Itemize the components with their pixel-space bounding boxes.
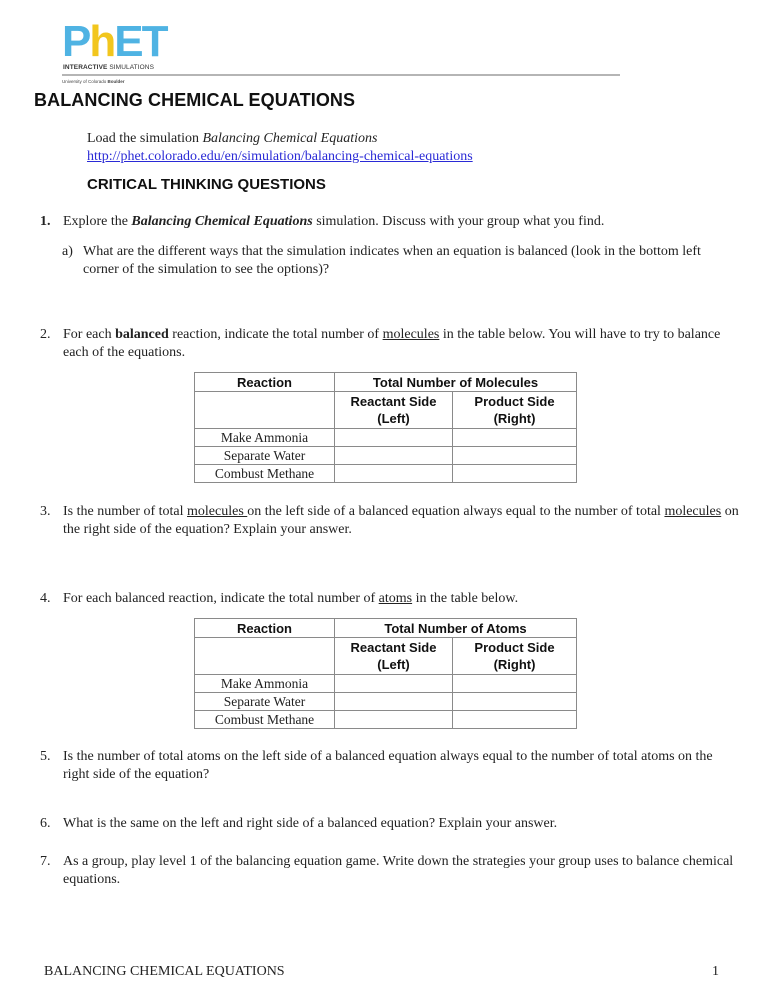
subquestion-label: a)	[62, 244, 73, 259]
header-reactant-side	[335, 638, 453, 675]
reaction-name: Combust Methane	[195, 465, 335, 483]
text-part: in the table below. You will have to try to balance each of the equations.	[63, 327, 721, 360]
header-reaction: Reaction	[195, 373, 335, 392]
question-text	[40, 326, 740, 362]
reactant-cell[interactable]	[335, 693, 453, 711]
simulation-link[interactable]: http://phet.colorado.edu/en/simulation/balancing-chemical-equations	[87, 149, 473, 164]
text-part: simulation. Discuss with your group what you find.	[312, 214, 605, 229]
header-reactant-side	[335, 392, 453, 429]
header-line: (Right)	[493, 657, 536, 672]
question-number: 6.	[40, 816, 51, 831]
emphasis-balanced: balanced	[115, 327, 169, 342]
text-part: in the table below.	[412, 591, 519, 606]
logo-letters-et: ET	[114, 17, 167, 66]
sim-name-emphasis: Balancing Chemical Equations	[131, 214, 313, 229]
phet-logo-letters	[62, 17, 167, 66]
header-total-molecules: Total Number of Molecules	[335, 373, 577, 392]
reactant-cell[interactable]	[335, 711, 453, 729]
header-product-side	[453, 392, 577, 429]
reactant-cell[interactable]	[335, 447, 453, 465]
header-rule	[62, 74, 620, 76]
text-part: Is the number of total	[63, 504, 188, 519]
table-row	[195, 429, 577, 447]
header-blank	[195, 638, 335, 675]
logo-subtitle	[63, 64, 154, 71]
question-4	[40, 590, 740, 608]
intro	[87, 130, 473, 166]
header-reaction: Reaction	[195, 619, 335, 638]
reaction-name: Combust Methane	[195, 711, 335, 729]
header-line: Reactant Side	[350, 640, 437, 655]
question-text	[40, 590, 740, 608]
question-1	[40, 213, 740, 231]
text-part: For each balanced reaction, indicate the total number of	[63, 591, 379, 606]
reactant-cell[interactable]	[335, 429, 453, 447]
logo-university	[62, 79, 125, 84]
reactant-cell[interactable]	[335, 675, 453, 693]
atoms-table	[194, 618, 577, 729]
emphasis-molecules: molecules	[382, 327, 440, 342]
logo-subtitle-bold: INTERACTIVE	[63, 64, 108, 71]
emphasis-molecules: molecules	[187, 504, 248, 519]
reaction-name: Make Ammonia	[195, 429, 335, 447]
table-row	[195, 447, 577, 465]
university-text: University of Colorado	[62, 79, 108, 84]
reactant-cell[interactable]	[335, 465, 453, 483]
phet-logo	[62, 17, 172, 76]
header-product-side	[453, 638, 577, 675]
question-5	[40, 748, 740, 784]
emphasis-atoms: atoms	[378, 591, 413, 606]
text-part: Explore the	[63, 214, 132, 229]
sim-name: Balancing Chemical Equations	[202, 131, 378, 146]
text-part: reaction, indicate the total number of	[168, 327, 383, 342]
footer-title: BALANCING CHEMICAL EQUATIONS	[44, 964, 285, 979]
emphasis-molecules: molecules	[664, 504, 722, 519]
text-part: For each	[63, 327, 116, 342]
header-line: Product Side	[474, 394, 555, 409]
reaction-name: Separate Water	[195, 693, 335, 711]
question-number: 1.	[40, 214, 51, 229]
header-line: Product Side	[474, 640, 555, 655]
molecules-table	[194, 372, 577, 483]
load-prefix: Load the simulation	[87, 131, 203, 146]
header-line: Reactant Side	[350, 394, 437, 409]
question-7	[40, 853, 740, 889]
reaction-name: Make Ammonia	[195, 675, 335, 693]
product-cell[interactable]	[453, 429, 577, 447]
university-bold: Boulder	[107, 79, 125, 84]
logo-letter-h: h	[89, 17, 115, 66]
table-row	[195, 711, 577, 729]
table-row	[195, 465, 577, 483]
product-cell[interactable]	[453, 465, 577, 483]
question-number: 7.	[40, 854, 51, 869]
text-part: on the right side of the equation? Explain your answer.	[63, 504, 739, 537]
header-blank	[195, 392, 335, 429]
question-number: 3.	[40, 504, 51, 519]
product-cell[interactable]	[453, 447, 577, 465]
question-number: 4.	[40, 591, 51, 606]
question-text: Is the number of total atoms on the left side of a balanced equation always equal to the number of total atoms on the right side of the equation?	[63, 749, 713, 782]
question-1a	[62, 243, 722, 279]
question-3	[40, 503, 740, 539]
logo-subtitle-rest: SIMULATIONS	[107, 64, 155, 71]
question-text	[40, 503, 740, 539]
question-text: As a group, play level 1 of the balancing equation game. Write down the strategies your group uses to balance chemical equations.	[63, 854, 734, 887]
question-number: 5.	[40, 749, 51, 764]
reaction-name: Separate Water	[195, 447, 335, 465]
table-row	[195, 675, 577, 693]
product-cell[interactable]	[453, 675, 577, 693]
header-total-atoms: Total Number of Atoms	[335, 619, 577, 638]
product-cell[interactable]	[453, 711, 577, 729]
section-heading: CRITICAL THINKING QUESTIONS	[87, 176, 326, 193]
question-2	[40, 326, 740, 362]
subquestion-text: What are the different ways that the simulation indicates when an equation is balanced (look in the bottom left corner of the simulation to see the options)?	[83, 244, 701, 277]
text-part: on the left side of a balanced equation always equal to the number of total	[247, 504, 665, 519]
page-title: BALANCING CHEMICAL EQUATIONS	[34, 90, 356, 110]
header-line: (Right)	[493, 411, 536, 426]
question-text: What is the same on the left and right side of a balanced equation? Explain your answer.	[63, 816, 558, 831]
question-text	[40, 213, 740, 231]
question-6	[40, 815, 740, 833]
product-cell[interactable]	[453, 693, 577, 711]
table-row	[195, 693, 577, 711]
header-line: (Left)	[377, 411, 410, 426]
question-number: 2.	[40, 327, 51, 342]
header-line: (Left)	[377, 657, 410, 672]
page-number: 1	[712, 964, 719, 979]
logo-letter-p: P	[62, 17, 90, 66]
